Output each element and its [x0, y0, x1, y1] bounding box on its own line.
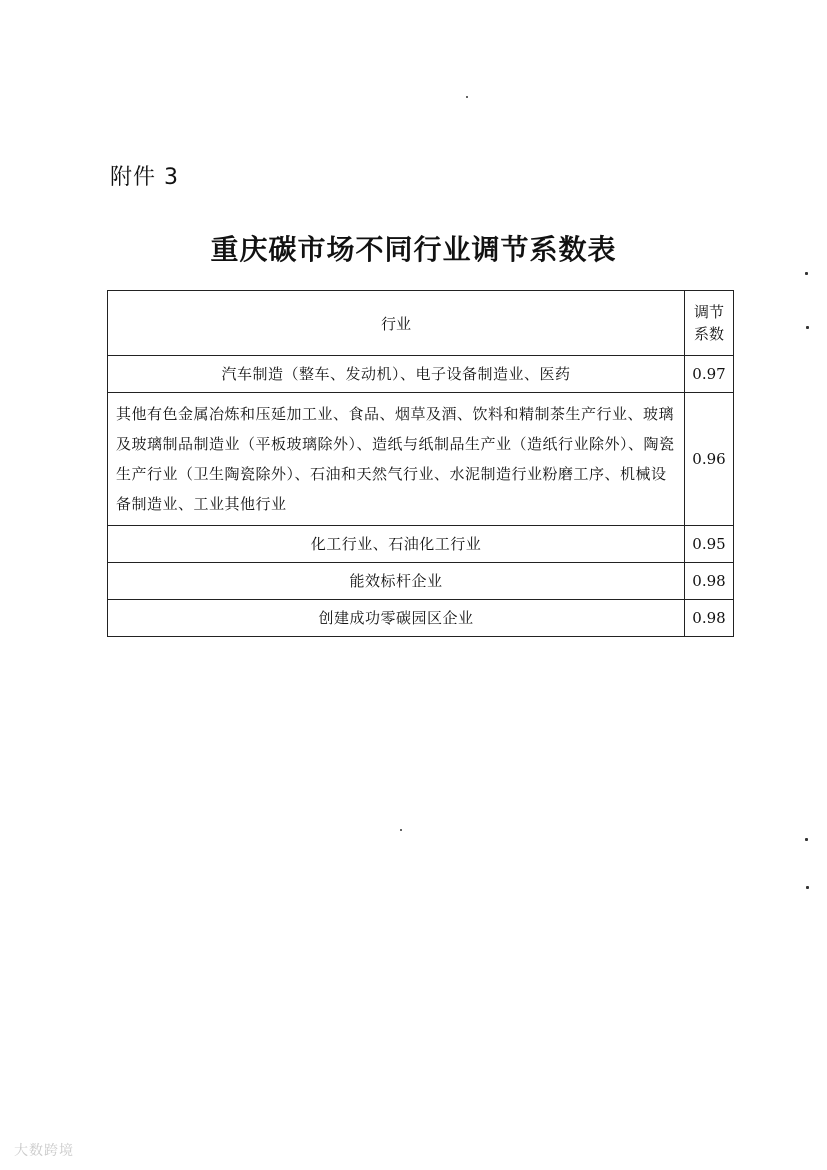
industry-cell: 创建成功零碳园区企业 [108, 600, 685, 637]
industry-cell: 能效标杆企业 [108, 563, 685, 600]
coefficient-cell: 0.96 [685, 393, 734, 526]
header-coefficient-line2: 系数 [693, 325, 724, 343]
industry-cell: 其他有色金属冶炼和压延加工业、食品、烟草及酒、饮料和精制茶生产行业、玻璃及玻璃制品制造业（平板玻璃除外）、造纸与纸制品生产业（造纸行业除外）、陶瓷生产行业（卫生陶瓷除外）、石油和天然气行业、水泥制造行业粉磨工序、机械设备制造业、工业其他行业 [108, 393, 685, 526]
industry-cell: 汽车制造（整车、发动机）、电子设备制造业、医药 [108, 356, 685, 393]
header-coefficient [685, 291, 734, 356]
header-coefficient-line1: 调节 [693, 303, 724, 321]
coefficient-cell: 0.95 [685, 526, 734, 563]
coefficient-table [107, 290, 734, 637]
table-row [108, 563, 734, 600]
table-row [108, 356, 734, 393]
table-row [108, 600, 734, 637]
attachment-label: 附件 3 [110, 165, 179, 190]
table-row [108, 393, 734, 526]
scan-speck [400, 829, 402, 831]
industry-cell: 化工行业、石油化工行业 [108, 526, 685, 563]
coefficient-cell: 0.97 [685, 356, 734, 393]
watermark: 大数跨境 [14, 1143, 74, 1159]
coefficient-cell: 0.98 [685, 600, 734, 637]
scan-speck [805, 838, 808, 841]
scan-speck [806, 886, 809, 889]
header-industry: 行业 [108, 291, 685, 356]
table-row [108, 526, 734, 563]
coefficient-cell: 0.98 [685, 563, 734, 600]
scan-speck [805, 272, 808, 275]
document-title: 重庆碳市场不同行业调节系数表 [210, 233, 617, 266]
scan-speck [806, 326, 809, 329]
table-header-row [108, 291, 734, 356]
scan-speck [466, 96, 468, 98]
